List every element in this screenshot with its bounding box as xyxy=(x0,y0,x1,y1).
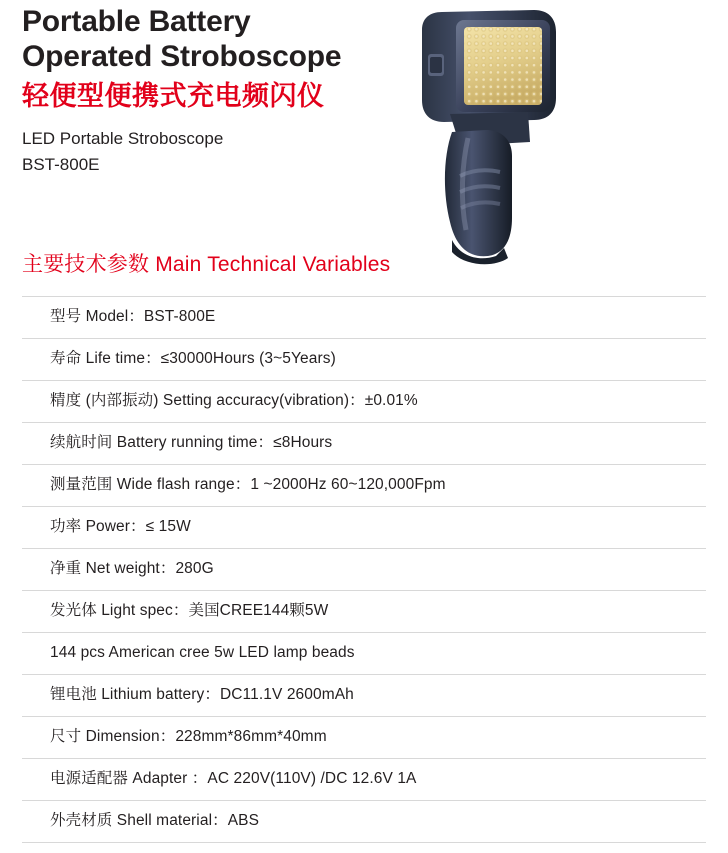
table-row xyxy=(22,675,706,717)
spec-text: 寿命 Life time：≤30000Hours (3~5Years) xyxy=(50,350,336,368)
spec-text: 发光体 Light spec：美国CREE144颗5W xyxy=(50,602,329,620)
section-heading: 主要技术参数 Main Technical Variables xyxy=(22,253,391,276)
table-row xyxy=(22,759,706,801)
table-row xyxy=(22,717,706,759)
spec-text: 尺寸 Dimension：228mm*86mm*40mm xyxy=(50,728,327,746)
spec-text: 电源适配器 Adapter ：AC 220V(110V) /DC 12.6V 1A xyxy=(50,770,417,788)
table-row xyxy=(22,339,706,381)
table-row xyxy=(22,381,706,423)
table-row xyxy=(22,633,706,675)
spec-text: 外壳材质 Shell material：ABS xyxy=(50,812,260,830)
table-row xyxy=(22,549,706,591)
device-handle xyxy=(445,130,512,256)
spec-table xyxy=(22,296,706,843)
led-beads xyxy=(464,27,542,105)
table-row xyxy=(22,507,706,549)
table-row xyxy=(22,801,706,843)
table-row xyxy=(22,465,706,507)
table-row xyxy=(22,297,706,339)
stroboscope-illustration xyxy=(408,4,618,269)
table-row xyxy=(22,591,706,633)
spec-text: 144 pcs American cree 5w LED lamp beads xyxy=(50,644,355,662)
spec-text: 续航时间 Battery running time：≤8Hours xyxy=(50,434,333,452)
spec-text: 型号 Model：BST-800E xyxy=(50,308,216,326)
product-image xyxy=(408,4,618,269)
page-subtitle: LED Portable Stroboscope xyxy=(22,128,224,148)
spec-text: 锂电池 Lithium battery：DC11.1V 2600mAh xyxy=(50,686,354,704)
page-title-chinese: 轻便型便携式充电频闪仪 xyxy=(22,81,325,112)
page-title-line2: Operated Stroboscope xyxy=(22,40,342,74)
spec-text: 测量范围 Wide flash range：1 ~2000Hz 60~120,000Fpm xyxy=(50,476,446,494)
spec-text: 精度 (内部振动) Setting accuracy(vibration)：±0.01% xyxy=(50,392,418,410)
spec-text: 净重 Net weight：280G xyxy=(50,560,214,578)
side-button-inset xyxy=(430,57,442,73)
page-title-line1: Portable Battery xyxy=(22,5,251,38)
table-row xyxy=(22,423,706,465)
spec-text: 功率 Power：≤ 15W xyxy=(50,518,191,536)
model-code: BST-800E xyxy=(22,155,100,175)
